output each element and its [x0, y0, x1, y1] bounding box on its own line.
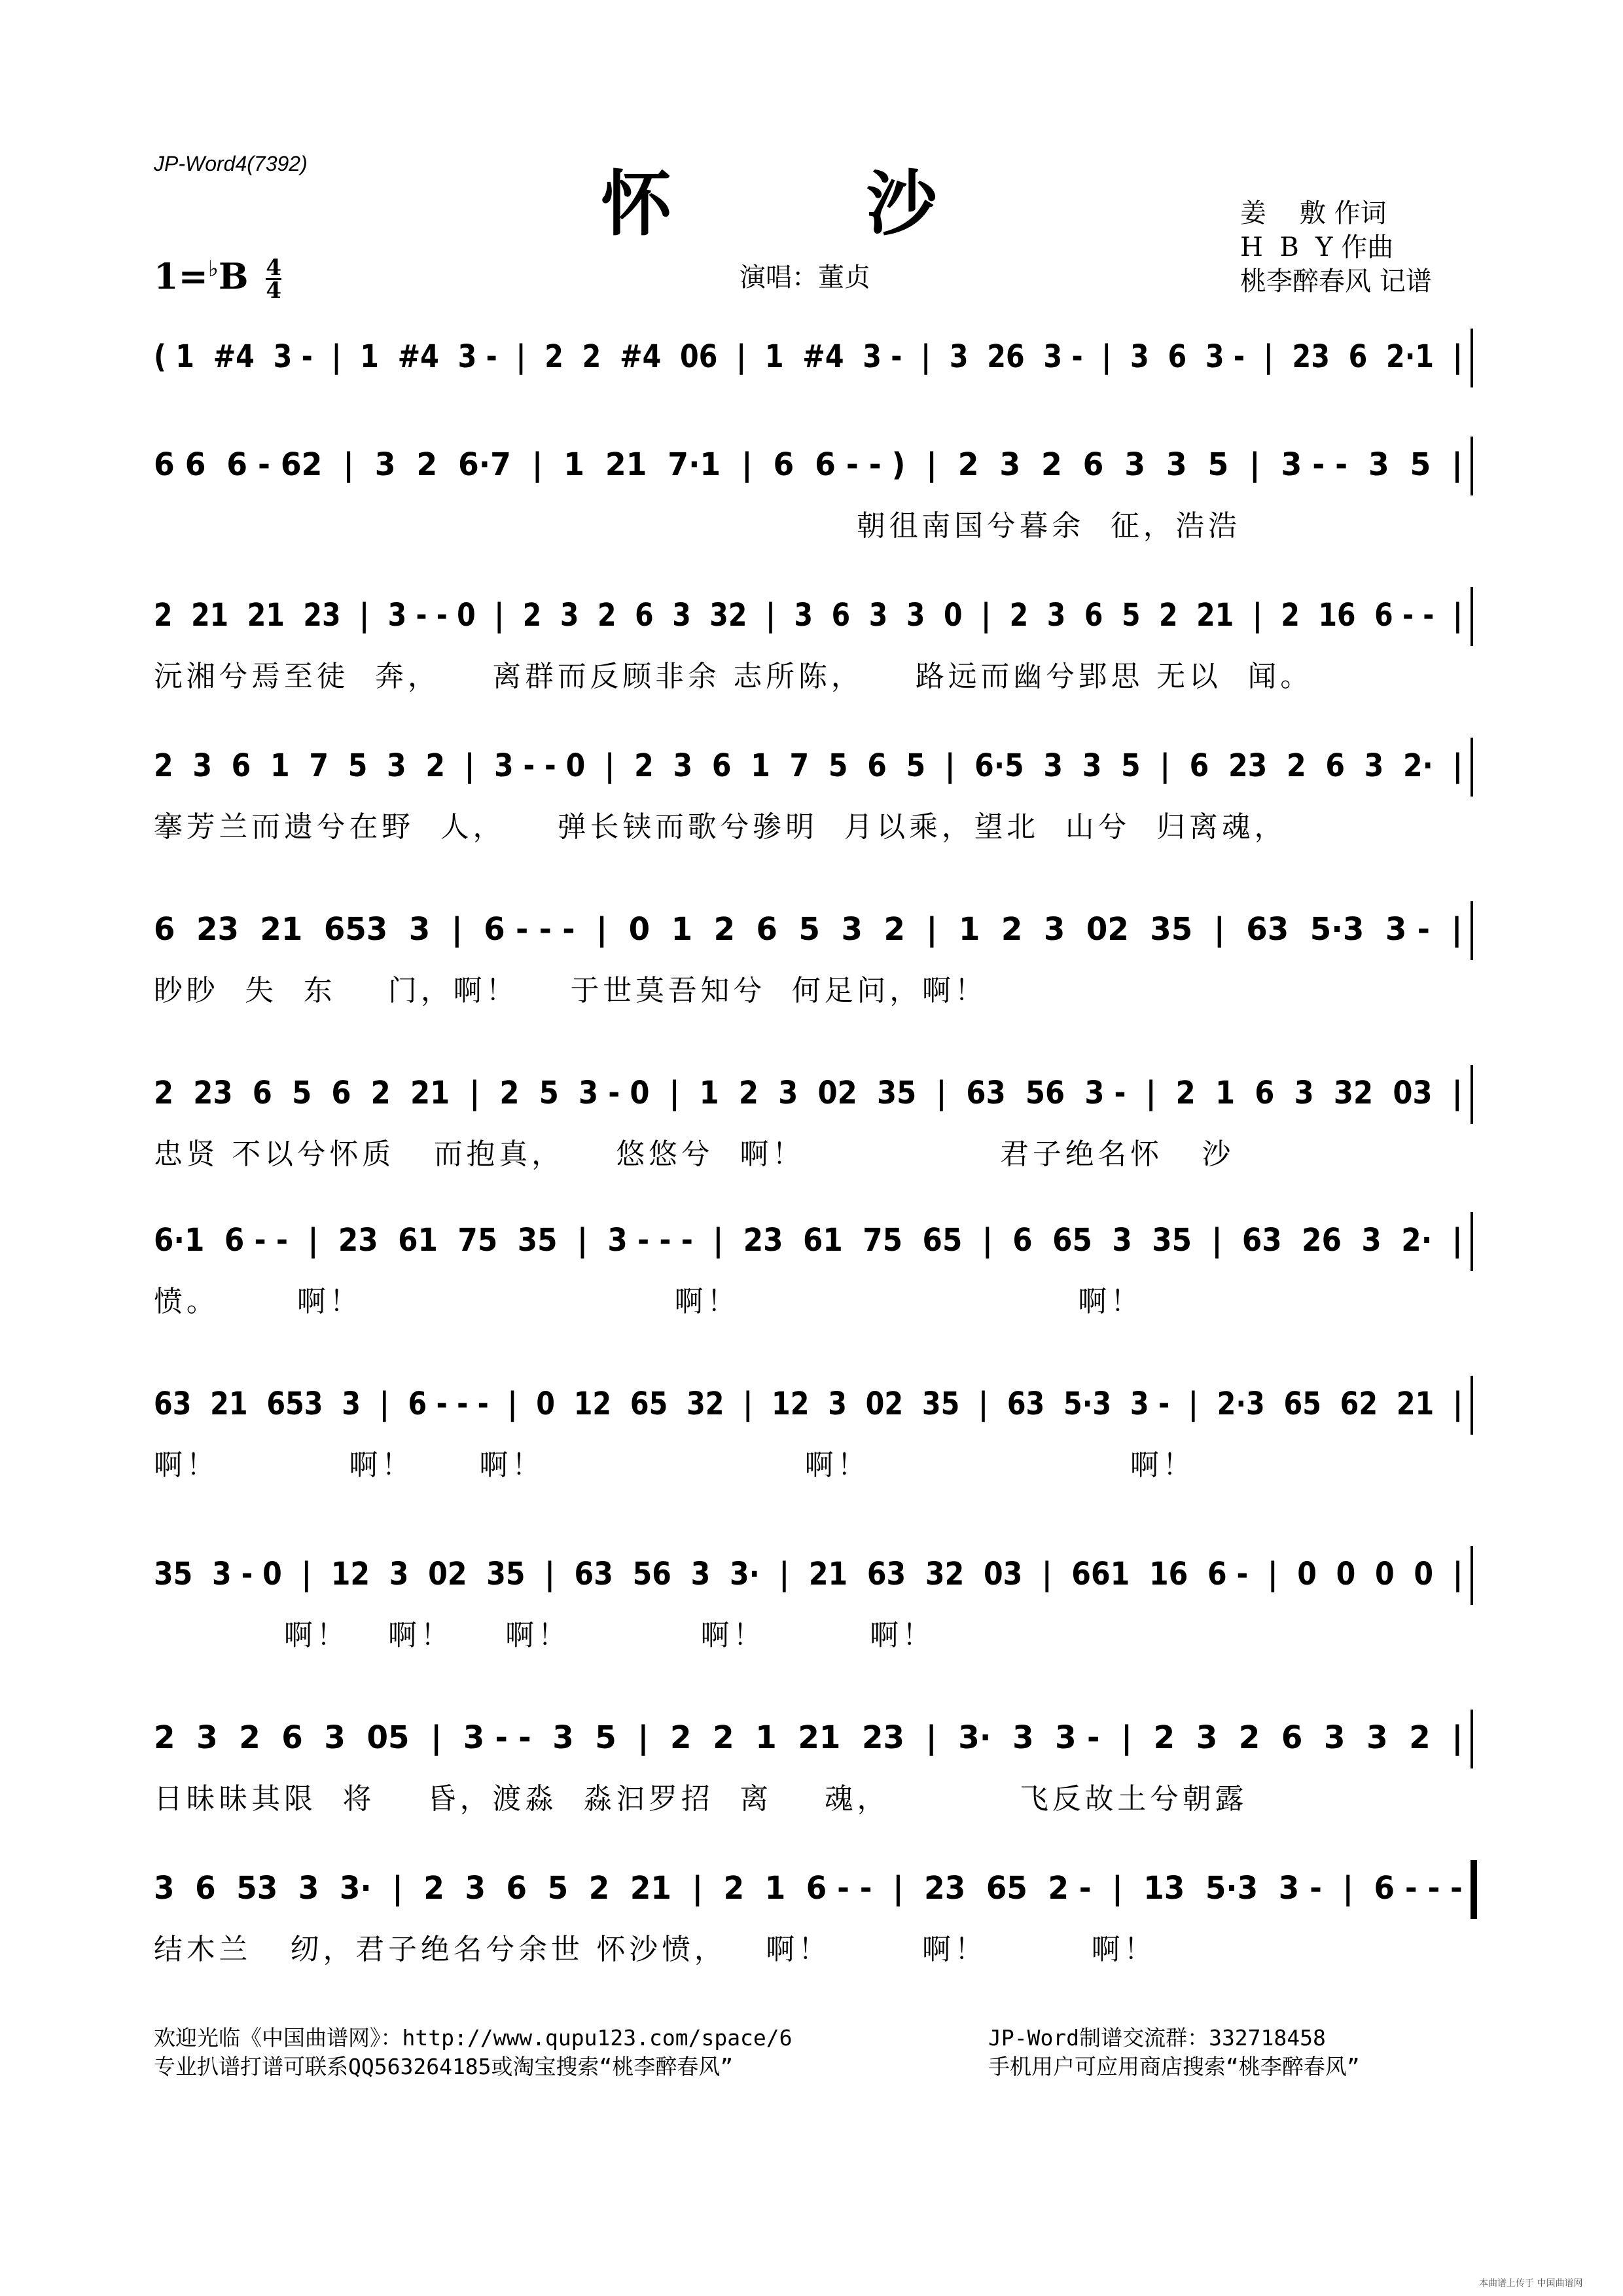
barline: [1471, 1710, 1473, 1768]
notes-line: 6·1 6 - - | 23 61 75 35 | 3 - - - | 23 61 75 65 | 6 65 3 35 | 63 26 3 2· |: [154, 1222, 1463, 1259]
key-signature: [154, 255, 282, 304]
notes-line: 6 6 6 - 62 | 3 2 6·7 | 1 21 7·1 | 6 6 - - ) | 2 3 2 6 3 3 5 | 3 - - 3 5 |: [154, 446, 1463, 483]
footer-line: JP-Word制谱交流群：332718458: [988, 2025, 1326, 2051]
flat-sign: ♭: [207, 256, 219, 282]
barline: [1471, 437, 1473, 495]
key-tonic: 1=: [154, 255, 208, 297]
time-top: 4: [266, 255, 282, 281]
notes-line: 3 6 53 3 3· | 2 3 6 5 2 21 | 2 1 6 - - | 23 65 2 - | 13 5·3 3 - | 6 - - -: [154, 1870, 1463, 1907]
lyrics-line: 沅湘兮焉至徒 奔， 离群而反顾非余 志所陈， 路远而幽兮郢思 无以 闻。: [154, 660, 1313, 693]
footer-left: [154, 2024, 793, 2081]
lyrics-line: 愤。 啊！ 啊！ 啊！: [154, 1285, 1143, 1318]
footer-right: [988, 2024, 1360, 2081]
barline: [1471, 587, 1473, 646]
barline: [1471, 738, 1473, 797]
footer-line: 欢迎光临《中国曲谱网》：http://www.qupu123.com/space/6: [154, 2025, 793, 2051]
time-signature: [266, 255, 282, 304]
notes-line: 2 23 6 5 6 2 21 | 2 5 3 - 0 | 1 2 3 02 35 | 63 56 3 - | 2 1 6 3 32 03 |: [154, 1075, 1463, 1111]
barline: [1471, 1212, 1473, 1271]
notes-line: 2 3 2 6 3 05 | 3 - - 3 5 | 2 2 1 21 23 | 3· 3 3 - | 2 3 2 6 3 3 2 |: [154, 1719, 1463, 1756]
page-title: 怀 沙: [601, 164, 1022, 245]
key-note: B: [218, 255, 249, 297]
credits: [1240, 196, 1432, 298]
lyrics-line: 朝徂南国兮暮余 征，浩浩: [154, 509, 1241, 543]
lyrics-line: 忠贤 不以兮怀质 而抱真， 悠悠兮 啊！ 君子绝名怀 沙: [154, 1138, 1235, 1171]
notes-line: ( 1 #4 3 - | 1 #4 3 - | 2 2 #4 06 | 1 #4 3 - | 3 26 3 - | 3 6 3 - | 23 6 2·1 |: [154, 338, 1463, 375]
lyricist-credit: 姜 敷 作词: [1240, 198, 1387, 228]
upload-stamp: 本曲谱上传于 中国曲谱网: [1479, 2278, 1583, 2289]
notes-line: 6 23 21 653 3 | 6 - - - | 0 1 2 6 5 3 2 | 1 2 3 02 35 | 63 5·3 3 - |: [154, 911, 1463, 948]
notes-line: 2 21 21 23 | 3 - - 0 | 2 3 2 6 3 32 | 3 6 3 3 0 | 2 3 6 5 2 21 | 2 16 6 - - |: [154, 597, 1463, 634]
barline: [1471, 901, 1473, 960]
time-bottom: 4: [266, 278, 282, 304]
barline: [1471, 1376, 1473, 1435]
notes-line: 2 3 6 1 7 5 3 2 | 3 - - 0 | 2 3 6 1 7 5 6 5 | 6·5 3 3 5 | 6 23 2 6 3 2· |: [154, 747, 1463, 784]
singer-label: 演唱：董贞: [740, 262, 870, 293]
transcriber-credit: 桃李醉春风 记谱: [1240, 266, 1432, 296]
software-label: JP-Word4(7392): [154, 152, 308, 175]
composer-credit: H B Y 作曲: [1240, 232, 1394, 262]
barline: [1471, 1546, 1473, 1605]
final-barline: [1471, 1860, 1477, 1919]
lyrics-line: 眇眇 失 东 门，啊！ 于世莫吾知兮 何足问，啊！: [154, 974, 988, 1007]
lyrics-line: 啊！ 啊！ 啊！ 啊！ 啊！: [154, 1448, 1196, 1482]
notes-line: 35 3 - 0 | 12 3 02 35 | 63 56 3 3· | 21 63 32 03 | 661 16 6 - | 0 0 0 0 |: [154, 1556, 1463, 1592]
lyrics-line: 日昧昧其限 将 昏，渡淼 淼汩罗招 离 魂， 飞反故土兮朝露: [154, 1782, 1248, 1816]
footer-line: 手机用户可应用商店搜索“桃李醉春风”: [988, 2054, 1360, 2079]
footer-line: 专业扒谱打谱可联系QQ563264185或淘宝搜索“桃李醉春风”: [154, 2054, 734, 2079]
lyrics-line: 结木兰 纫，君子绝名兮余世 怀沙愤， 啊！ 啊！ 啊！: [154, 1933, 1157, 1966]
barline: [1471, 1065, 1473, 1124]
barline: [1471, 329, 1473, 387]
notes-line: 63 21 653 3 | 6 - - - | 0 12 65 32 | 12 3 02 35 | 63 5·3 3 - | 2·3 65 62 21 |: [154, 1386, 1463, 1422]
lyrics-line: 啊！ 啊！ 啊！ 啊！ 啊！: [154, 1619, 935, 1652]
lyrics-line: 搴芳兰而遗兮在野 人， 弹长铗而歌兮骖明 月以乘，望北 山兮 归离魂，: [154, 810, 1287, 844]
